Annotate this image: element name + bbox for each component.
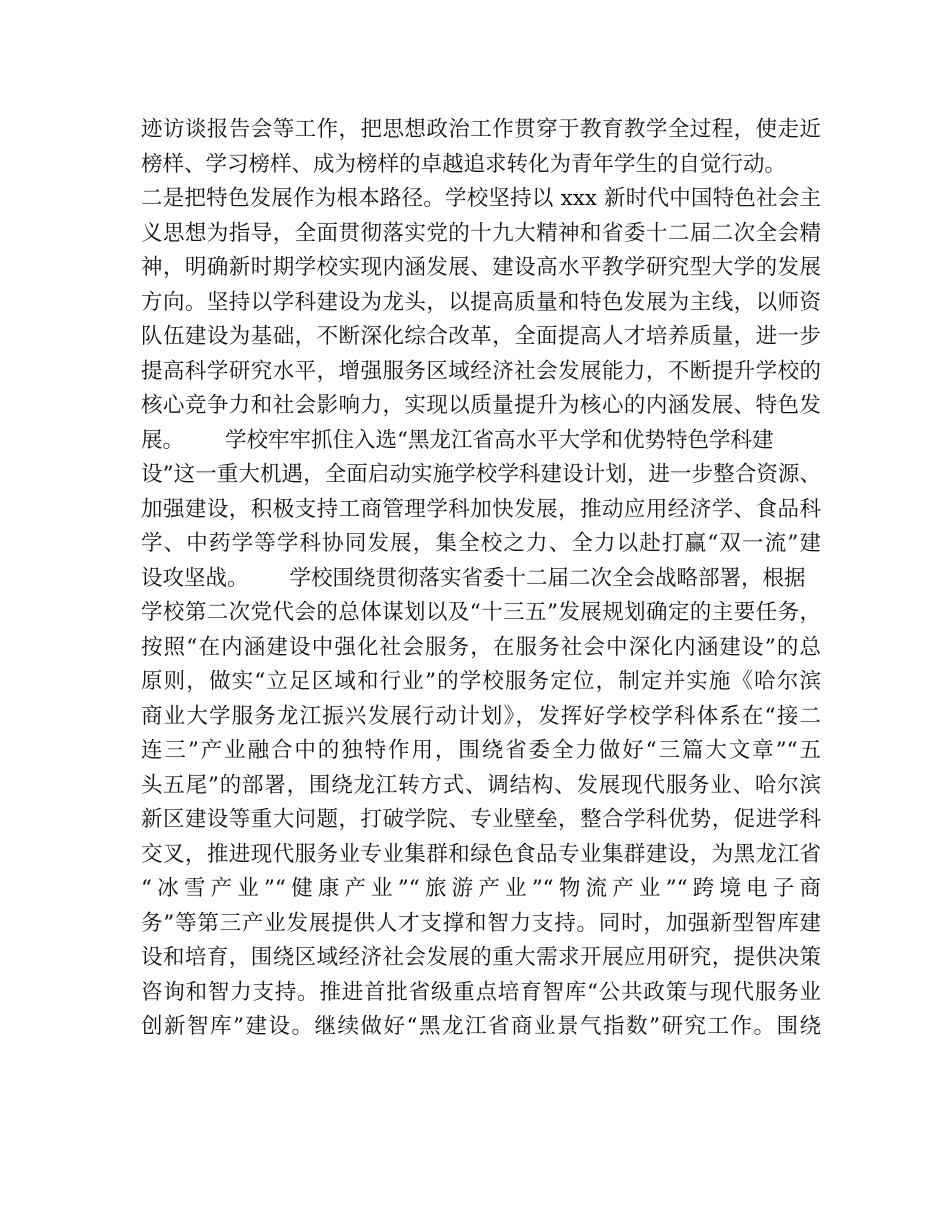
text-line: 迹访谈报告会等工作，把思想政治工作贯穿于教育教学全过程，使走近 — [141, 117, 821, 142]
text-line: 方向。坚持以学科建设为龙头，以提高质量和特色发展为主线，以师资 — [141, 289, 821, 315]
text-line: 务”等第三产业发展提供人才支撑和智力支持。同时，加强新型智库建 — [141, 910, 821, 936]
body-text — [141, 113, 821, 1045]
text-line: 按照“在内涵建设中强化社会服务，在服务社会中深化内涵建设”的总 — [141, 634, 821, 660]
text-line: 义思想为指导，全面贯彻落实党的十九大精神和省委十二届二次全会精 — [141, 220, 821, 246]
text-line: 队伍建设为基础，不断深化综合改革，全面提高人才培养质量，进一步 — [141, 324, 821, 349]
text-line: 商业大学服务龙江振兴发展行动计划》，发挥好学校学科体系在“接二 — [141, 703, 821, 729]
text-line: 榜样、学习榜样、成为榜样的卓越追求转化为青年学生的自觉行动。 — [141, 151, 787, 177]
text-line: 核心竞争力和社会影响力，实现以质量提升为核心的内涵发展、特色发 — [141, 393, 821, 418]
text-line: 头五尾”的部署，围绕龙江转方式、调结构、发展现代服务业、哈尔滨 — [141, 772, 821, 798]
text-line: 设”这一重大机遇，全面启动实施学校学科建设计划，进一步整合资源、 — [141, 462, 821, 487]
text-line: 提高科学研究水平，增强服务区域经济社会发展能力，不断提升学校的 — [141, 358, 821, 384]
text-line: 学、中药学等学科协同发展，集全校之力、全力以赴打赢“双一流”建 — [141, 531, 821, 556]
text-line: 交叉，推进现代服务业专业集群和绿色食品专业集群建设，为黑龙江省 — [141, 841, 821, 867]
text-line: 二是把特色发展作为根本路径。学校坚持以 xxx 新时代中国特色社会主 — [141, 186, 821, 211]
text-line: 新区建设等重大问题，打破学院、专业壁垒，整合学科优势，促进学科 — [141, 807, 821, 832]
text-line: 咨询和智力支持。推进首批省级重点培育智库“公共政策与现代服务业 — [141, 979, 821, 1005]
text-line: 神，明确新时期学校实现内涵发展、建设高水平教学研究型大学的发展 — [141, 255, 821, 280]
text-line: 创新智库”建设。继续做好“黑龙江省商业景气指数”研究工作。围绕 — [141, 1014, 821, 1039]
text-line: 展。 学校牢牢抓住入选“黑龙江省高水平大学和优势特色学科建 — [141, 427, 774, 453]
text-line: 学校第二次党代会的总体谋划以及“十三五”发展规划确定的主要任务， — [141, 600, 821, 625]
text-line: 加强建设，积极支持工商管理学科加快发展，推动应用经济学、食品科 — [141, 496, 821, 522]
text-line: 原则，做实“立足区域和行业”的学校服务定位，制定并实施《哈尔滨 — [141, 669, 821, 694]
text-line: 设和培育，围绕区域经济社会发展的重大需求开展应用研究，提供决策 — [141, 945, 821, 970]
text-line: 连三”产业融合中的独特作用，围绕省委全力做好“三篇大文章”“五 — [141, 738, 821, 763]
text-line: 设攻坚战。 学校围绕贯彻落实省委十二届二次全会战略部署，根据 — [141, 565, 806, 591]
text-line: “冰雪产业”“健康产业”“旅游产业”“物流产业”“跨境电子商 — [141, 876, 821, 901]
